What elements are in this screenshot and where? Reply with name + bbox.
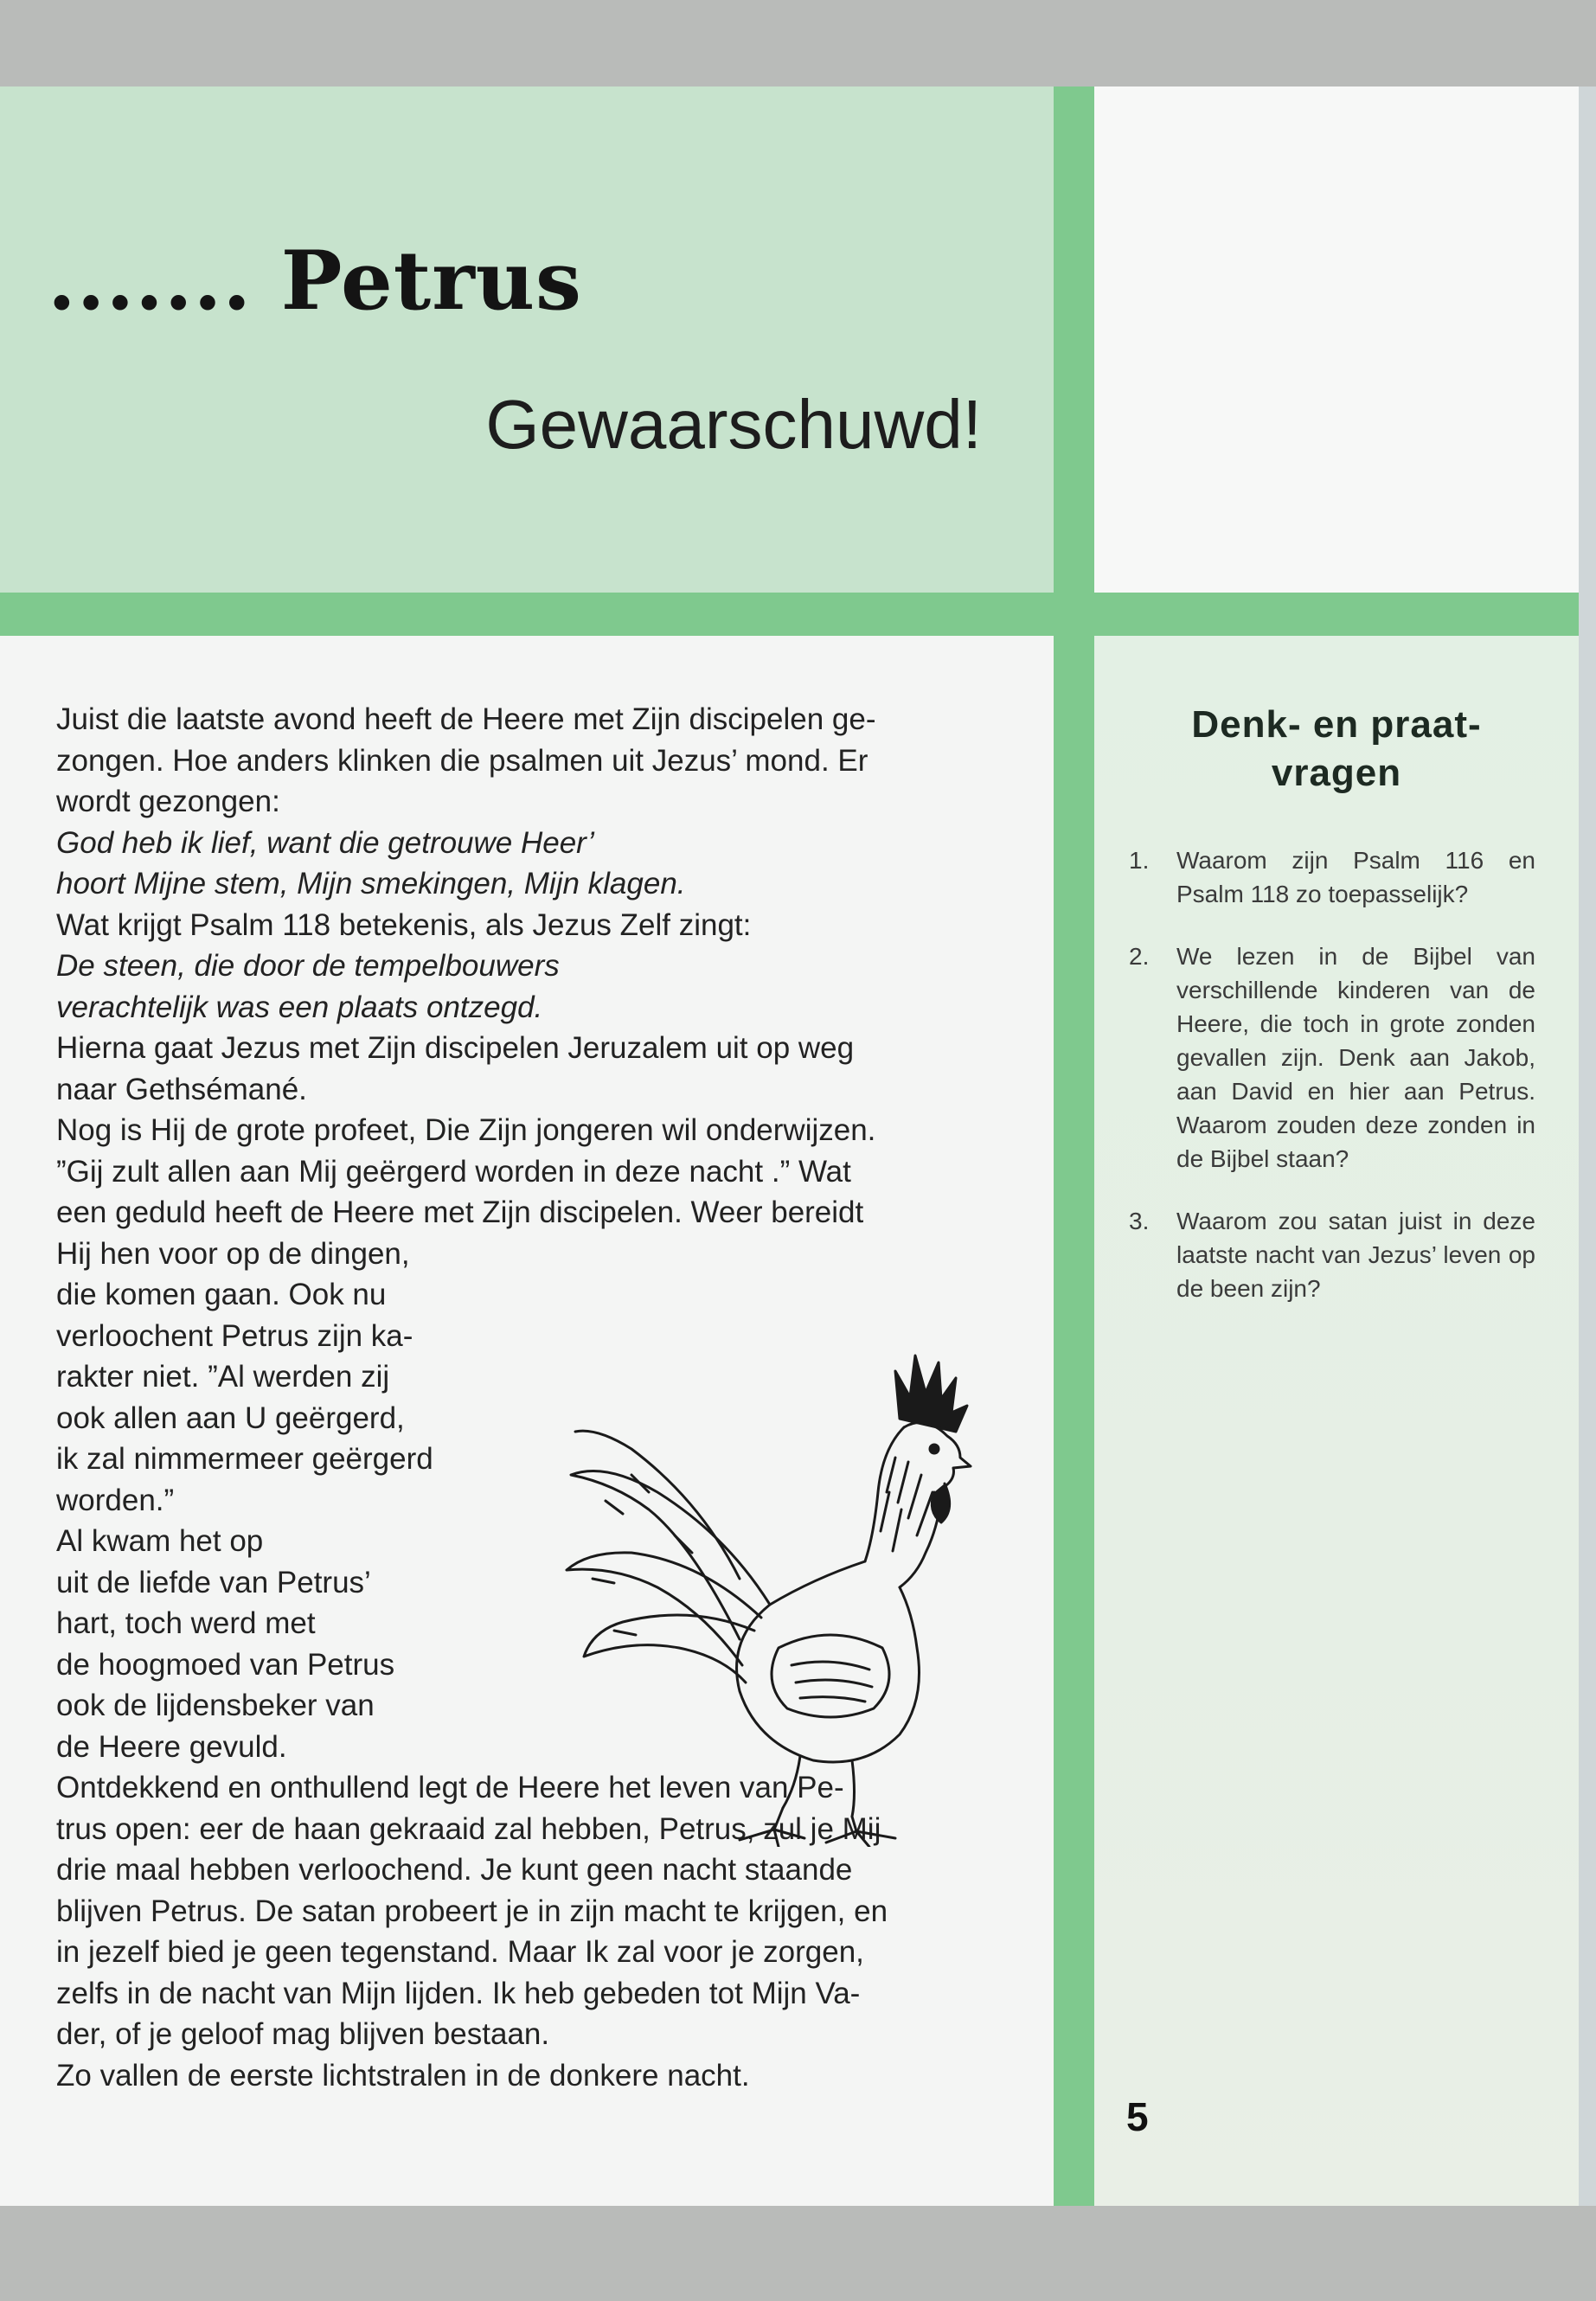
body-line: verachtelijk was een plaats ontzegd. [56, 990, 543, 1024]
body-line: Zo vallen de eerste lichtstralen in de donkere nacht. [56, 2058, 750, 2093]
body-line: die komen gaan. Ook nu [56, 1278, 387, 1311]
body-line: Hij hen voor op de dingen, [56, 1236, 410, 1271]
question-list [1129, 843, 1535, 1334]
question-text: Waarom zou satan juist in deze laatste nacht van Jezus’ leven op de been zijn? [1176, 1208, 1535, 1302]
body-line: uit de liefde van Petrus’ [56, 1565, 371, 1599]
rooster-icon [554, 1276, 986, 1847]
vertical-green-bar [1054, 87, 1094, 2206]
body-line: naar Gethsémané. [56, 1072, 307, 1106]
sidebar-title [1120, 701, 1553, 798]
body-line: de hoogmoed van Petrus [56, 1647, 395, 1682]
body-line: Wat krijgt Psalm 118 betekenis, als Jezus Zelf zingt: [56, 907, 752, 942]
question-text: We lezen in de Bijbel van verschillende kinderen van de Heere, die toch in grote zonden gevallen zijn. Denk aan Jakob, aan David en hier aan Petrus. Waarom zouden deze zonden in de Bijbel staan? [1176, 943, 1535, 1172]
header-band [0, 87, 1054, 593]
body-line: zongen. Hoe anders klinken die psalmen uit Jezus’ mond. Er [56, 743, 869, 778]
body-line: blijven Petrus. De satan probeert je in zijn macht te krijgen, en [56, 1894, 888, 1928]
body-line: drie maal hebben verloochend. Je kunt geen nacht staande [56, 1853, 853, 1887]
sidebar-title-line2: vragen [1271, 752, 1402, 794]
body-line: God heb ik lief, want die getrouwe Heer’ [56, 825, 594, 860]
body-line: De steen, die door de tempelbouwers [56, 949, 560, 983]
page-kicker: ....... Petrus [48, 234, 582, 329]
horizontal-green-bar [0, 593, 1579, 636]
body-line: der, of je geloof mag blijven bestaan. [56, 2017, 550, 2051]
book-page [0, 87, 1596, 2206]
question-number: 3. [1129, 1208, 1150, 1234]
body-line: in jezelf bied je geen tegenstand. Maar Ik zal voor je zorgen, [56, 1935, 864, 1969]
page-title: Gewaarschuwd! [485, 386, 982, 463]
question-number: 1. [1129, 847, 1150, 874]
body-line: rakter niet. ”Al werden zij [56, 1360, 390, 1394]
sidebar-title-line1: Denk- en praat- [1191, 703, 1482, 746]
page-edge [1579, 87, 1596, 2206]
header-right-panel [1094, 87, 1579, 593]
body-line: wordt gezongen: [56, 785, 280, 818]
body-line: ”Gij zult allen aan Mij geërgerd worden in deze nacht .” Wat [56, 1154, 851, 1189]
body-line: een geduld heeft de Heere met Zijn discipelen. Weer bereidt [56, 1195, 864, 1229]
body-line: ook allen aan U geërgerd, [56, 1400, 405, 1435]
question-number: 2. [1129, 943, 1150, 970]
body-line: ik zal nimmermeer geërgerd [56, 1442, 433, 1476]
body-line: Ontdekkend en onthullend legt de Heere het leven van Pe- [56, 1771, 844, 1804]
body-line: hart, toch werd met [56, 1606, 316, 1640]
body-line: Hierna gaat Jezus met Zijn discipelen Jeruzalem uit op weg [56, 1031, 855, 1065]
page-number: 5 [1126, 2094, 1149, 2139]
body-line: hoort Mijne stem, Mijn smekingen, Mijn klagen. [56, 867, 686, 901]
body-line: worden.” [56, 1483, 175, 1517]
question-item [1129, 1204, 1535, 1305]
question-text: Waarom zijn Psalm 116 en Psalm 118 zo toepasselijk? [1176, 847, 1535, 907]
body-line: verloochent Petrus zijn ka- [56, 1318, 413, 1353]
body-line: Nog is Hij de grote profeet, Die Zijn jongeren wil onderwijzen. [56, 1113, 876, 1147]
body-line: ook de lijdensbeker van [56, 1689, 375, 1722]
body-line: Juist die laatste avond heeft de Heere met Zijn discipelen ge- [56, 702, 876, 736]
body-line: Al kwam het op [56, 1524, 264, 1558]
body-line: trus open: eer de haan gekraaid zal hebben, Petrus, zul je Mij [56, 1811, 881, 1846]
question-item [1129, 843, 1535, 911]
question-item [1129, 939, 1535, 1176]
body-line: zelfs in de nacht van Mijn lijden. Ik heb gebeden tot Mijn Va- [56, 1976, 861, 2010]
body-line: de Heere gevuld. [56, 1729, 287, 1764]
